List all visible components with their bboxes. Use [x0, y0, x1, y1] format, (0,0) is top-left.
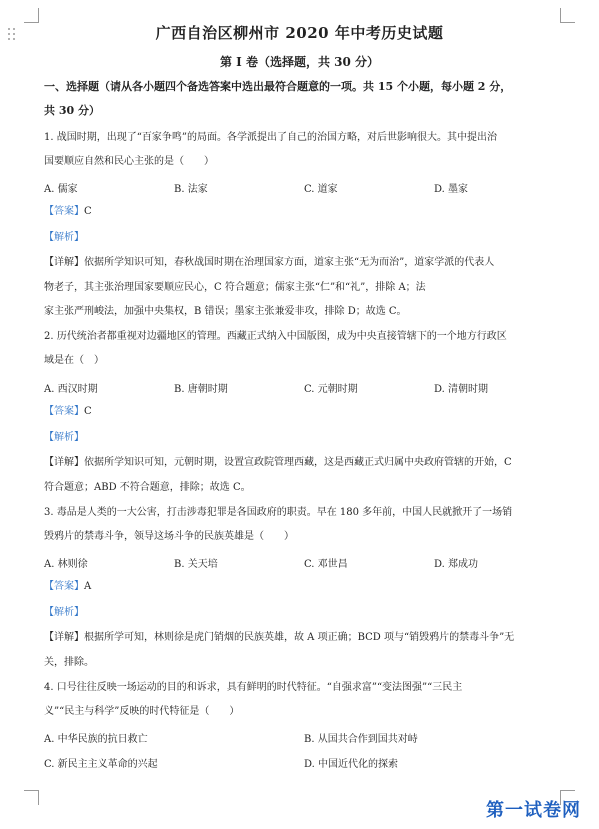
- answer-value: A: [84, 581, 92, 592]
- section-instruction: 共 30 分）: [44, 104, 100, 117]
- question-4-option-d: D. 中国近代化的探索: [304, 759, 399, 770]
- answer-value: C: [84, 406, 92, 417]
- question-2-detail: [44, 456, 564, 469]
- question-1-text: 国要顺应自然和民心主张的是（ ）: [44, 156, 214, 167]
- question-2-option-c: C. 元朝时期: [304, 384, 358, 395]
- question-1-text: 1. 战国时期，出现了“百家争鸣”的局面。各学派提出了自己的治国方略，对后世影响很大。其中提出治: [44, 132, 497, 143]
- answer-tag: 【答案】: [44, 406, 84, 417]
- question-2-answer: [44, 405, 564, 418]
- question-4-text: 4. 口号往往反映一场运动的目的和诉求，具有鲜明的时代特征。“自强求富”“变法图强”“三民主: [44, 682, 463, 693]
- question-2-text: 域是在（ ）: [44, 355, 104, 366]
- question-1-analysis-tag: 【解析】: [44, 232, 84, 243]
- question-3-option-a: A. 林则徐: [44, 559, 88, 570]
- question-3-detail: 关，排除。: [44, 657, 94, 668]
- question-2-option-b: B. 唐朝时期: [174, 384, 228, 395]
- question-1-option-a: A. 儒家: [44, 184, 78, 195]
- question-3-detail: [44, 631, 564, 644]
- question-4-text: 义”“民主与科学”反映的时代特征是（ ）: [44, 706, 240, 717]
- detail-text: 依据所学知识可知，元朝时期，设置宣政院管理西藏，这是西藏正式归属中央政府管辖的开始，C: [84, 457, 512, 468]
- question-4-option-a: A. 中华民族的抗日救亡: [44, 734, 148, 745]
- question-4-option-b: B. 从国共合作到国共对峙: [304, 734, 418, 745]
- answer-tag: 【答案】: [44, 206, 84, 217]
- detail-tag: 【详解】: [44, 257, 84, 268]
- question-1-detail: [44, 256, 564, 269]
- detail-tag: 【详解】: [44, 632, 84, 643]
- question-3-option-d: D. 郑成功: [434, 559, 479, 570]
- question-2-detail: 符合题意；ABD 不符合题意，排除；故选 C。: [44, 482, 251, 493]
- page-title: 广西自治区柳州市 2020 年中考历史试题: [155, 24, 444, 42]
- question-3-answer: [44, 580, 564, 593]
- section-instruction: 一、选择题（请从各小题四个备选答案中选出最符合题意的一项。共 15 个小题，每小题 2 分，: [44, 80, 512, 93]
- answer-value: C: [84, 206, 92, 217]
- watermark-logo: 第一试卷网: [486, 800, 581, 821]
- page-corner-mark: [560, 8, 575, 23]
- question-1-option-c: C. 道家: [304, 184, 338, 195]
- question-2-analysis-tag: 【解析】: [44, 432, 84, 443]
- question-2-option-a: A. 西汉时期: [44, 384, 98, 395]
- section-subtitle: 第 I 卷（选择题，共 30 分）: [219, 55, 380, 69]
- question-3-option-b: B. 关天培: [174, 559, 218, 570]
- question-1-answer: [44, 205, 564, 218]
- question-2-text: 2. 历代统治者都重视对边疆地区的管理。西藏正式纳入中国版图，成为中央直接管辖下的一个地方行政区: [44, 331, 507, 342]
- page-corner-mark: [24, 790, 39, 805]
- detail-text: 根据所学可知，林则徐是虎门销烟的民族英雄，故 A 项正确；BCD 项与“销毁鸦片的禁毒斗争”无: [84, 632, 515, 643]
- question-3-option-c: C. 邓世昌: [304, 559, 348, 570]
- detail-text: 依据所学知识可知，春秋战国时期在治理国家方面，道家主张“无为而治”，道家学派的代表人: [84, 257, 495, 268]
- question-4-option-c: C. 新民主主义革命的兴起: [44, 759, 158, 770]
- question-2-option-d: D. 清朝时期: [434, 384, 489, 395]
- page-corner-mark: [24, 8, 39, 23]
- question-1-option-b: B. 法家: [174, 184, 208, 195]
- question-1-detail: 物老子，其主张治理国家要顺应民心，C 符合题意；儒家主张“仁”和“礼”，排除 A；法: [44, 282, 426, 293]
- question-3-text: 3. 毒品是人类的一大公害，打击涉毒犯罪是各国政府的职责。早在 180 多年前，中国人民就掀开了一场销: [44, 507, 513, 518]
- question-3-text: 毁鸦片的禁毒斗争，领导这场斗争的民族英雄是（ ）: [44, 531, 294, 542]
- question-1-option-d: D. 墨家: [434, 184, 469, 195]
- question-3-analysis-tag: 【解析】: [44, 607, 84, 618]
- detail-tag: 【详解】: [44, 457, 84, 468]
- answer-tag: 【答案】: [44, 581, 84, 592]
- question-1-detail: 家主张严刑峻法，加强中央集权，B 错误；墨家主张兼爱非攻，排除 D；故选 C。: [44, 306, 407, 317]
